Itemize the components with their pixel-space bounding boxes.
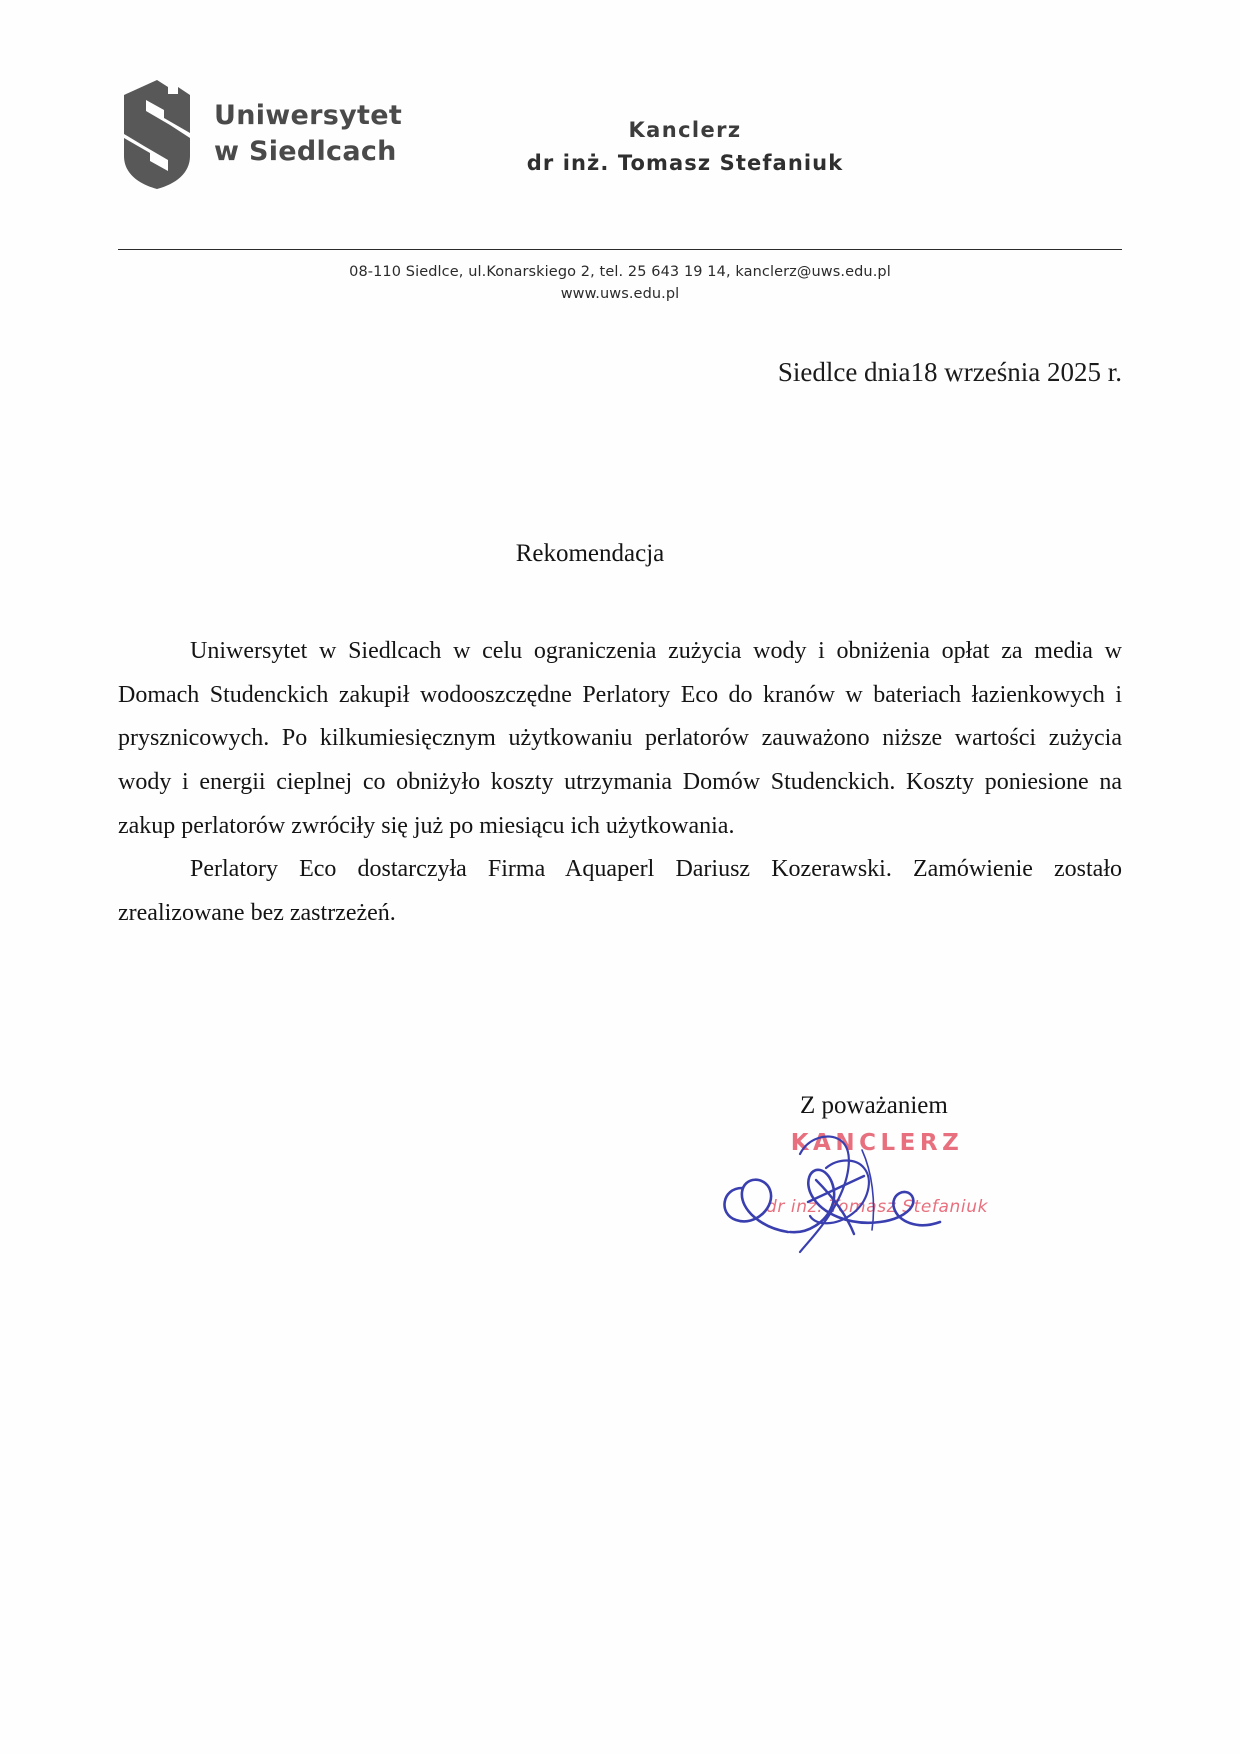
stamp-role-text: KANCLERZ xyxy=(790,1130,964,1156)
stamp-name-text: dr inż. Tomasz Stefaniuk xyxy=(765,1197,989,1217)
university-name-line1: Uniwersytet xyxy=(214,100,403,132)
university-name-line2: w Siedlcach xyxy=(214,136,397,167)
signature-area xyxy=(690,1110,1020,1280)
page-title: Rekomendacja xyxy=(515,540,665,567)
office-role: Kanclerz xyxy=(628,118,742,142)
official-stamp xyxy=(752,1132,1002,1217)
closing-salutation: Z poważaniem xyxy=(800,1092,948,1119)
letter-body xyxy=(118,630,1122,936)
office-block xyxy=(0,118,1240,175)
header-divider xyxy=(118,249,1122,250)
body-paragraph-2: Perlatory Eco dostarczyła Firma Aquaperl Dariusz Kozerawski. Zamówienie zostało zrealizowane bez zastrzeżeń. xyxy=(118,856,1122,927)
letterhead xyxy=(0,0,1240,303)
contact-address-line: 08-110 Siedlce, ul.Konarskiego 2, tel. 25 643 19 14, kanclerz@uws.edu.pl xyxy=(349,264,891,280)
contact-info xyxy=(0,261,1240,306)
date-line: Siedlce dnia18 września 2025 r. xyxy=(777,357,1122,387)
contact-website: www.uws.edu.pl xyxy=(560,286,680,303)
body-paragraph-1: Uniwersytet w Siedlcach w celu ograniczenia zużycia wody i obniżenia opłat za media w Domach Studenckich zakupił wodooszczędne Perlatory Eco do kranów w bateriach łazienkowych i prysznicowych. Po kilkumiesięcznym użytkowaniu perlatorów zauważono niższe wartości zużycia wody i energii cieplnej co obniżyło koszty utrzymania Domów Studenckich. Koszty poniesione na zakup perlatorów zwróciły się już po miesiącu ich użytkowania. xyxy=(118,638,1122,839)
office-holder-name: dr inż. Tomasz Stefaniuk xyxy=(526,151,844,175)
